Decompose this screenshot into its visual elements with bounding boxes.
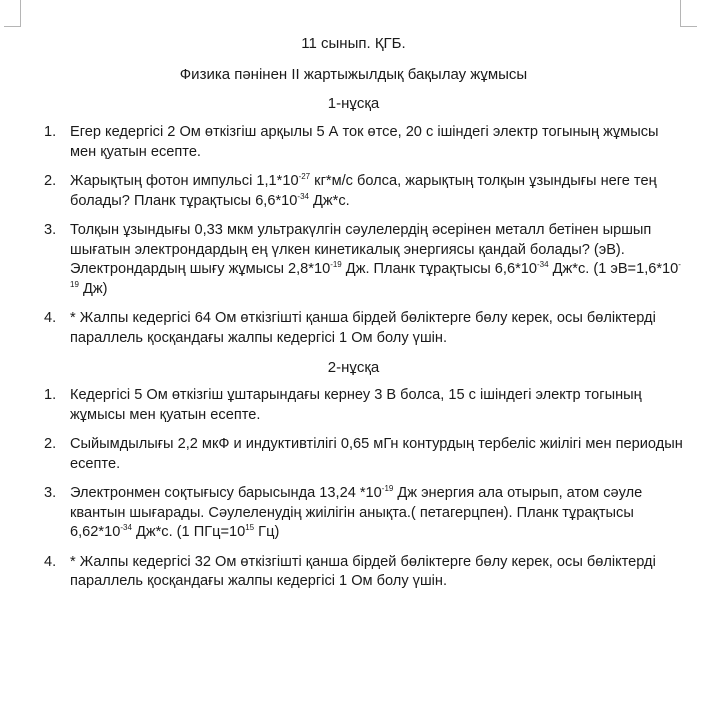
- question-text-part: Дж*с.: [308, 192, 350, 209]
- question-text: * Жалпы кедергісі 64 Ом өткізгішті қанша бірдей бөліктерге бөлу керек, осы бөліктерді параллель қосқандағы жалпы кедергісі 1 Ом болу үшін.: [70, 310, 656, 346]
- document-title: 11 сынып. ҚГБ.: [301, 35, 406, 52]
- variant-1-question-list: [0, 123, 707, 348]
- variant-2-question-1: [0, 386, 707, 425]
- question-text-part: Гц): [254, 524, 280, 540]
- question-number: 4.: [44, 553, 57, 570]
- variant-1-question-2: [0, 172, 707, 211]
- question-number: 4.: [44, 310, 57, 326]
- variant-1-question-4: [0, 309, 707, 348]
- exponent: -34: [297, 191, 309, 201]
- question-number: 3.: [44, 222, 57, 238]
- variant-2-question-3: [0, 484, 707, 543]
- question-text: Егер кедергісі 2 Ом өткізгіш арқылы 5 А ток өтсе, 20 с ішіндегі электр тогының жұмысы мен қуатын есепте.: [70, 124, 659, 160]
- document-subtitle: Физика пәнінен ІІ жартыжылдық бақылау жұмысы: [179, 66, 528, 83]
- variant-2-heading: 2-нұсқа: [327, 359, 380, 376]
- exponent: -34: [537, 260, 549, 269]
- question-text-part: кг*м/с болса, жарықтың толқын ұзындығы неге тең болады? Планк тұрақтысы 6,6*10: [70, 173, 657, 209]
- question-text: * Жалпы кедергісі 32 Ом өткізгішті қанша бірдей бөліктерге бөлу керек, осы бөліктерді параллель қосқандағы жалпы кедергісі 1 Ом болу үшін.: [70, 553, 656, 589]
- variant-2-question-list: [0, 386, 707, 592]
- exponent: -19: [330, 260, 342, 269]
- question-text: Сыйымдылығы 2,2 мкФ и индуктивтілігі 0,65 мГн контурдың тербеліс жиілігі мен периодын есепте.: [70, 436, 683, 472]
- variant-1-question-1: [0, 123, 707, 162]
- question-text-part: Жарықтың фотон импульсі 1,1*10: [70, 173, 299, 189]
- question-text-part: Электронмен соқтығысу барысында 13,24 *10: [70, 485, 382, 501]
- exponent: -19: [70, 260, 681, 289]
- exponent: -19: [381, 484, 394, 493]
- exponent: -34: [120, 523, 132, 532]
- page-corner-mark-left: [4, 0, 21, 27]
- question-text-part: Дж энергия ала отырып, атом сәуле квантын шығарады. Сәулеленудің жиілігін анықта.( петагерцпен). Планк тұрақтысы 6,62*10: [70, 485, 643, 540]
- variant-2-question-2: [0, 435, 707, 474]
- question-text: Кедергісі 5 Ом өткізгіш ұштарындағы кернеу 3 В болса, 15 с ішіндегі электр тогының жұмысы мен қуатын есепте.: [70, 387, 642, 423]
- question-text-part: Дж): [78, 280, 108, 297]
- page-corner-mark-right: [680, 0, 697, 27]
- variant-1-heading: 1-нұсқа: [327, 95, 380, 112]
- document-page: [0, 34, 707, 602]
- question-text-part: Дж*с. (1 ПГц=10: [131, 524, 246, 540]
- question-text-part: Дж*с. (1 эВ=1,6*10: [548, 261, 679, 277]
- question-number: 2.: [44, 436, 57, 452]
- question-text-part: Дж. Планк тұрақтысы 6,6*10: [341, 261, 537, 277]
- exponent: -27: [298, 172, 311, 181]
- question-text-part: Толқын ұзындығы 0,33 мкм ультракүлгін сәулелердің әсерінен металл бетінен ыршып шығатын электрондардың ең үлкен кинетикалық энергиясы қандай болады? (эВ). Электрондардың шығу жұмысы 2,8*10: [70, 222, 652, 277]
- variant-1-question-3: [0, 221, 707, 299]
- question-number: 1.: [44, 387, 57, 403]
- question-number: 3.: [44, 485, 57, 501]
- question-number: 1.: [44, 124, 57, 140]
- variant-2-question-4: [0, 553, 707, 592]
- exponent: 15: [245, 523, 255, 532]
- question-number: 2.: [44, 173, 57, 189]
